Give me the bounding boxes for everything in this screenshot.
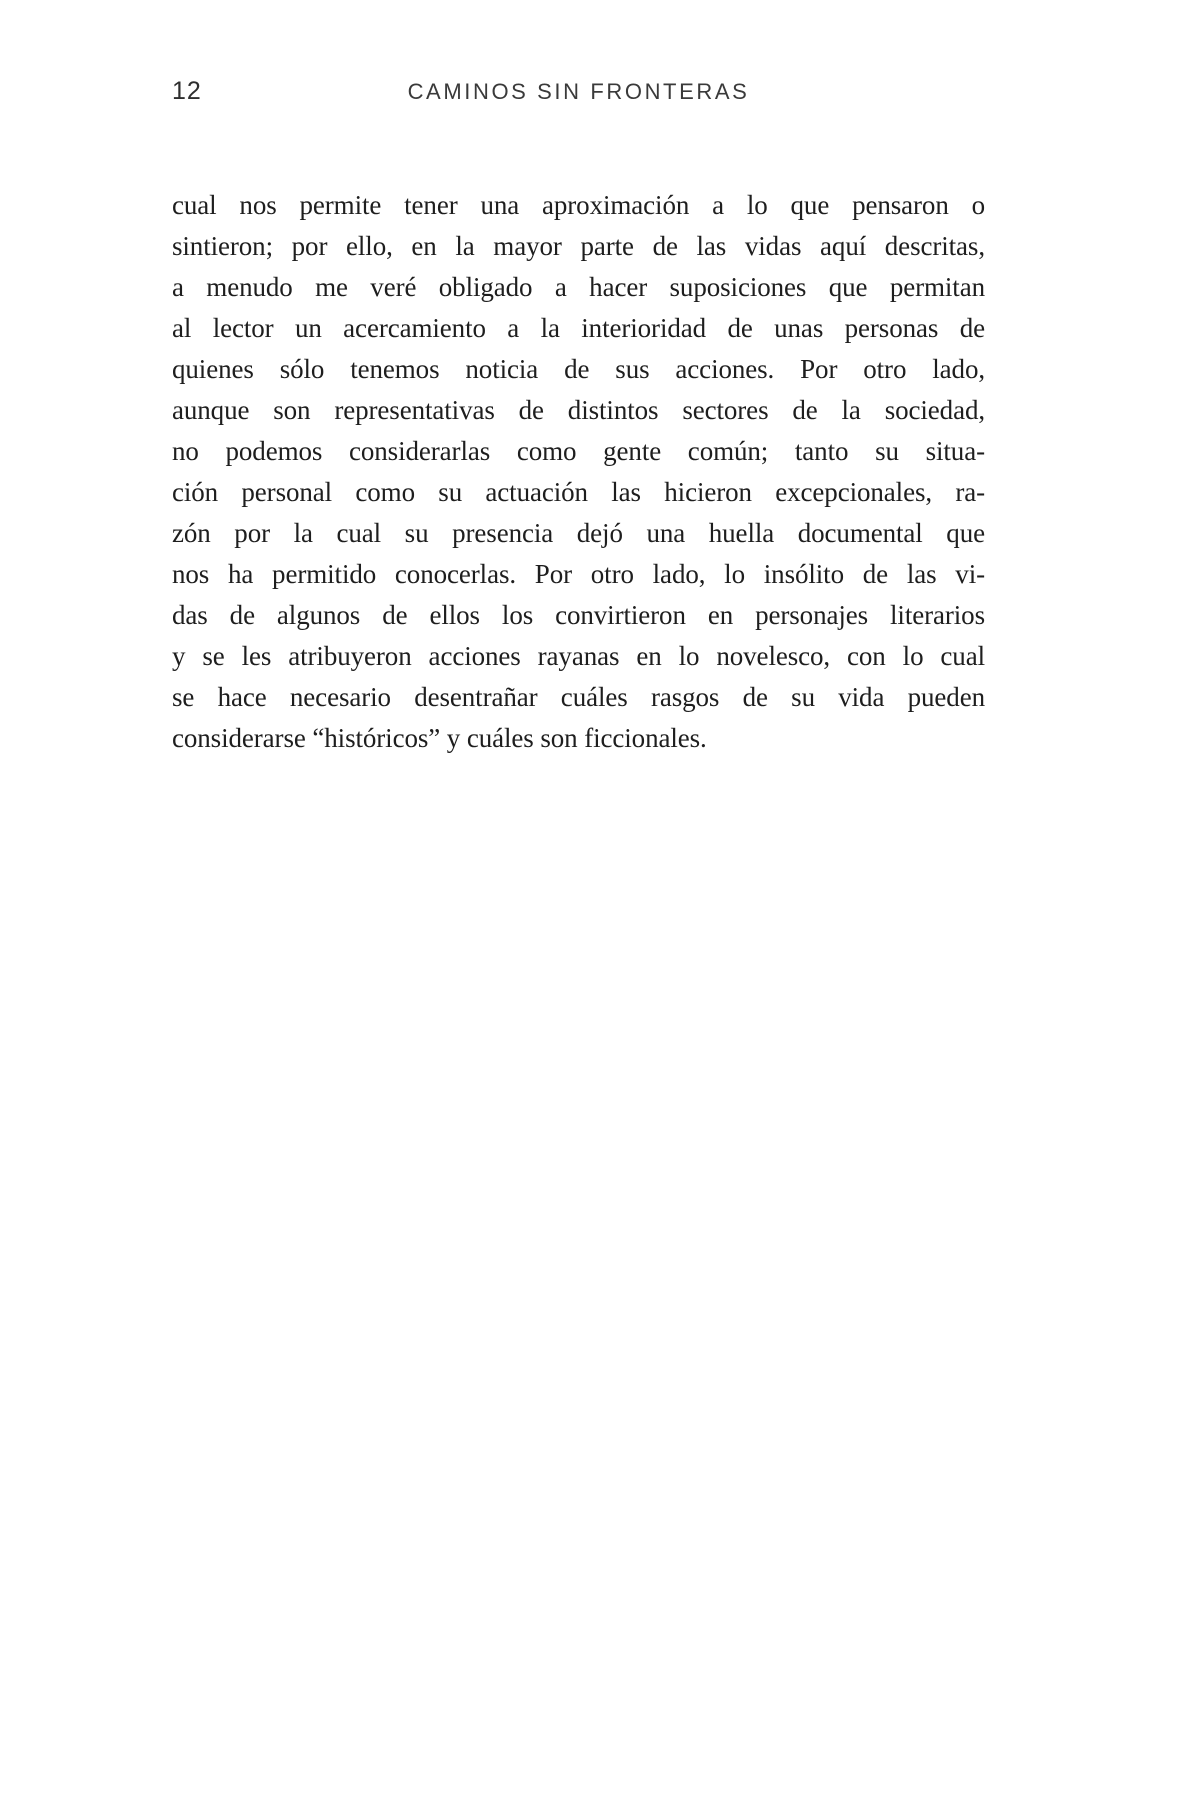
running-header [172, 76, 985, 106]
text-line: aunque son representativas de distintos sectores de la sociedad, [172, 395, 985, 425]
text-line: a menudo me veré obligado a hacer suposiciones que permitan [172, 272, 985, 302]
page-number: 12 [172, 77, 202, 105]
text-line: y se les atribuyeron acciones rayanas en lo novelesco, con lo cual [172, 641, 985, 671]
body-paragraph [172, 185, 985, 759]
text-line: quienes sólo tenemos noticia de sus acciones. Por otro lado, [172, 354, 985, 384]
running-head-title: CAMINOS SIN FRONTERAS [407, 79, 750, 104]
text-line: considerarse “históricos” y cuáles son ficcionales. [172, 723, 707, 753]
text-line: se hace necesario desentrañar cuáles rasgos de su vida pueden [172, 682, 985, 712]
text-line: zón por la cual su presencia dejó una huella documental que [172, 518, 985, 548]
text-line: no podemos considerarlas como gente común; tanto su situa- [172, 436, 985, 466]
text-line: sintieron; por ello, en la mayor parte de las vidas aquí descritas, [172, 231, 985, 261]
text-line: das de algunos de ellos los convirtieron en personajes literarios [172, 600, 985, 630]
text-line: nos ha permitido conocerlas. Por otro lado, lo insólito de las vi- [172, 559, 985, 589]
text-line: ción personal como su actuación las hicieron excepcionales, ra- [172, 477, 985, 507]
text-line: al lector un acercamiento a la interioridad de unas personas de [172, 313, 985, 343]
text-line: cual nos permite tener una aproximación a lo que pensaron o [172, 190, 985, 220]
